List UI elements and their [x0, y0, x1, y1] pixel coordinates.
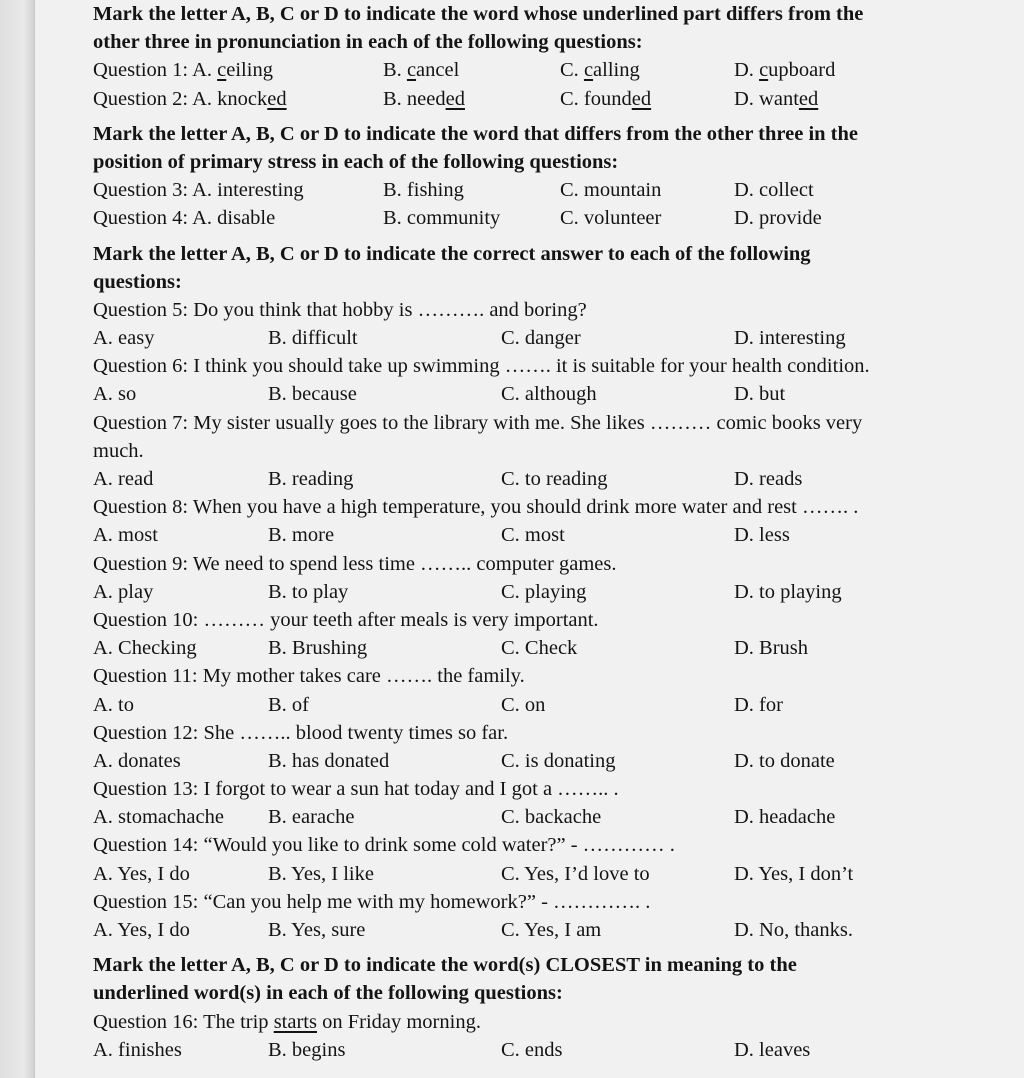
q3-option-a: Question 3: A. interesting: [93, 179, 304, 202]
question-5-stem: Question 5: Do you think that hobby is ………. and boring?: [93, 298, 587, 321]
question-9-stem: Question 9: We need to spend less time …….. computer games.: [93, 552, 617, 575]
q15-option-c: C. Yes, I am: [501, 919, 602, 941]
q10-option-b: B. Brushing: [268, 637, 368, 660]
q14-option-c: C. Yes, I’d love to: [501, 862, 650, 885]
q12-option-c: C. is donating: [501, 749, 616, 772]
section-heading-grammar: Mark the letter A, B, C or D to indicate the correct answer to each of the following: [93, 242, 811, 265]
question-3-row: [93, 176, 963, 204]
q9-option-b: B. to play: [268, 580, 349, 603]
question-1-row: [93, 56, 963, 84]
q11-option-b: B. of: [268, 693, 309, 716]
q4-option-b: B. community: [383, 207, 501, 230]
q16-option-a: A. finishes: [93, 1038, 182, 1061]
question-16-stem: Question 16: The trip starts on Friday morning.: [93, 1010, 481, 1033]
section-heading-stress-cont: position of primary stress in each of the following questions:: [93, 150, 619, 173]
section-heading-pronunciation: Mark the letter A, B, C or D to indicate the word whose underlined part differs from the: [93, 3, 864, 25]
q2-option-c: C. founded: [560, 87, 652, 110]
q9-option-a: A. play: [93, 580, 154, 603]
question-5-options: [93, 324, 963, 352]
q1-option-b: B. cancel: [383, 59, 460, 82]
q5-option-d: D. interesting: [734, 327, 846, 350]
question-11-options: [93, 691, 963, 719]
worksheet-content: [93, 0, 963, 1064]
q6-option-b: B. because: [268, 383, 357, 406]
question-13-stem: Question 13: I forgot to wear a sun hat today and I got a …….. .: [93, 778, 619, 801]
question-9-options: [93, 578, 963, 606]
question-8-options: [93, 521, 963, 549]
q4-option-a: Question 4: A. disable: [93, 207, 276, 230]
q5-option-a: A. easy: [93, 327, 155, 350]
q6-option-d: D. but: [734, 383, 786, 406]
question-7-options: [93, 465, 963, 493]
q2-option-a: Question 2: A. knocked: [93, 87, 287, 110]
q12-option-a: A. donates: [93, 749, 181, 772]
question-10-stem: Question 10: ……… your teeth after meals is very important.: [93, 608, 599, 631]
question-15-options: [93, 916, 963, 944]
q7-option-d: D. reads: [734, 468, 803, 490]
q14-option-d: D. Yes, I don’t: [734, 862, 854, 885]
question-11-stem: Question 11: My mother takes care ……. the family.: [93, 665, 525, 688]
q13-option-b: B. earache: [268, 806, 355, 829]
q13-option-c: C. backache: [501, 806, 602, 829]
section-heading-stress: Mark the letter A, B, C or D to indicate the word that differs from the other three in the: [93, 122, 859, 145]
q7-option-c: C. to reading: [501, 468, 608, 490]
q14-option-b: B. Yes, I like: [268, 862, 374, 885]
q15-option-d: D. No, thanks.: [734, 919, 854, 941]
q8-option-a: A. most: [93, 524, 158, 547]
q13-option-d: D. headache: [734, 806, 836, 829]
q10-option-d: D. Brush: [734, 637, 809, 660]
left-margin-bar: [0, 0, 35, 1078]
q1-option-d: D. cupboard: [734, 59, 836, 82]
question-7-stem-cont: much.: [93, 439, 144, 462]
q8-option-b: B. more: [268, 524, 335, 547]
q1-option-a: Question 1: A. ceiling: [93, 59, 273, 82]
q9-option-d: D. to playing: [734, 580, 842, 603]
q13-option-a: A. stomachache: [93, 806, 224, 829]
question-13-options: [93, 803, 963, 831]
q4-option-c: C. volunteer: [560, 207, 662, 230]
q15-option-b: B. Yes, sure: [268, 919, 366, 941]
q16-option-b: B. begins: [268, 1038, 346, 1061]
q5-option-b: B. difficult: [268, 327, 358, 350]
q1-option-c: C. calling: [560, 59, 640, 82]
question-12-stem: Question 12: She …….. blood twenty times so far.: [93, 721, 509, 744]
q7-option-b: B. reading: [268, 468, 354, 490]
q14-option-a: A. Yes, I do: [93, 862, 190, 885]
question-2-row: [93, 85, 963, 113]
q6-option-a: A. so: [93, 383, 137, 406]
q16-option-d: D. leaves: [734, 1038, 811, 1061]
question-8-stem: Question 8: When you have a high temperature, you should drink more water and rest ……. .: [93, 496, 859, 519]
q3-option-d: D. collect: [734, 179, 814, 202]
question-14-stem: Question 14: “Would you like to drink some cold water?” - ………… .: [93, 834, 675, 857]
section-heading-grammar-cont: questions:: [93, 270, 182, 293]
question-10-options: [93, 634, 963, 662]
q11-option-a: A. to: [93, 693, 134, 716]
q2-option-d: D. wanted: [734, 87, 819, 110]
q4-option-d: D. provide: [734, 207, 822, 230]
q8-option-d: D. less: [734, 524, 790, 547]
q10-option-a: A. Checking: [93, 637, 197, 660]
q16-underlined-word: starts: [273, 1010, 317, 1033]
q8-option-c: C. most: [501, 524, 565, 547]
question-6-stem: Question 6: I think you should take up swimming ……. it is suitable for your health condition.: [93, 355, 870, 378]
question-4-row: [93, 204, 963, 232]
q9-option-c: C. playing: [501, 580, 587, 603]
question-15-stem: Question 15: “Can you help me with my homework?” - …………. .: [93, 890, 651, 913]
q12-option-b: B. has donated: [268, 749, 390, 772]
question-14-options: [93, 860, 963, 888]
q10-option-c: C. Check: [501, 637, 578, 660]
q3-option-b: B. fishing: [383, 179, 464, 202]
q6-option-c: C. although: [501, 383, 597, 406]
question-7-stem: Question 7: My sister usually goes to the library with me. She likes ……… comic books very: [93, 411, 863, 434]
q11-option-c: C. on: [501, 693, 546, 716]
section-heading-pronunciation-cont: other three in pronunciation in each of the following questions:: [93, 31, 643, 54]
q5-option-c: C. danger: [501, 327, 581, 350]
q16-option-c: C. ends: [501, 1038, 563, 1061]
q12-option-d: D. to donate: [734, 749, 835, 772]
q15-option-a: A. Yes, I do: [93, 919, 190, 941]
q11-option-d: D. for: [734, 693, 783, 716]
section-heading-meaning: Mark the letter A, B, C or D to indicate the word(s) CLOSEST in meaning to the: [93, 954, 797, 977]
q2-option-b: B. needed: [383, 87, 465, 110]
question-16-options: [93, 1036, 963, 1064]
section-heading-meaning-cont: underlined word(s) in each of the following questions:: [93, 982, 563, 1005]
question-6-options: [93, 380, 963, 408]
q3-option-c: C. mountain: [560, 179, 662, 202]
q7-option-a: A. read: [93, 468, 154, 490]
question-12-options: [93, 747, 963, 775]
